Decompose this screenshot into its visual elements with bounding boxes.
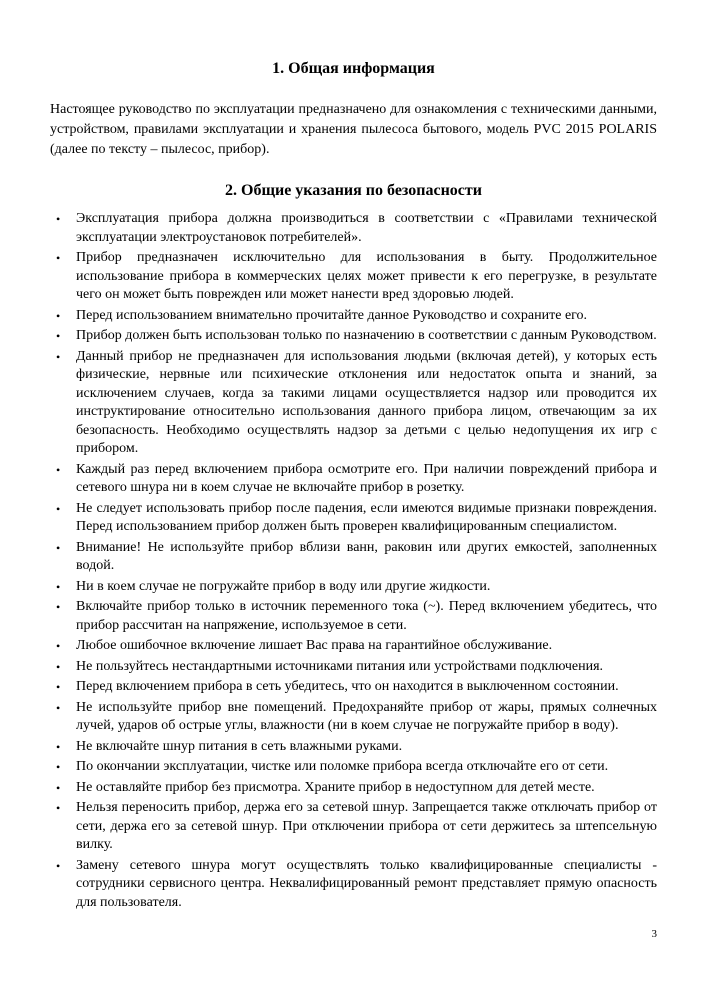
bullet-icon: • <box>56 780 61 795</box>
bullet-icon: • <box>56 349 61 364</box>
bullet-icon: • <box>56 329 61 343</box>
list-item-text: Перед использованием внимательно прочитайте данное Руководство и сохраните его. <box>76 307 588 323</box>
list-item-text: Не оставляйте прибор без присмотра. Храните прибор в недоступном для детей месте. <box>76 779 595 795</box>
list-item <box>50 461 657 498</box>
section-title-general-info: 1. Общая информация <box>272 60 435 77</box>
intro-paragraph: Настоящее руководство по эксплуатации предназначено для ознакомления с техническими данными, устройством, правилами эксплуатации и хранения пылесоса бытового, модель PVC 2015 POLARIS (далее по тексту – пылесос, прибор). <box>50 102 657 157</box>
list-item-text: Перед включением прибора в сеть убедитесь, что он находится в выключенном состоянии. <box>76 679 619 694</box>
list-item-text: Прибор предназначен исключительно для использования в быту. Продолжительное использование прибора в коммерческих целях может привести к его перегрузке, в результате чего он может быть поврежден или может нанести вред здоровью людей. <box>76 250 657 302</box>
bullet-icon: • <box>56 760 61 774</box>
list-item <box>50 249 657 305</box>
section-title-safety: 2. Общие указания по безопасности <box>225 182 482 199</box>
safety-instructions-list <box>50 210 657 914</box>
list-item <box>50 658 657 677</box>
bullet-icon: • <box>56 501 61 516</box>
list-item <box>50 500 657 537</box>
list-item-text: Внимание! Не используйте прибор вблизи ванн, раковин или других емкостей, заполненных водой. <box>76 539 657 573</box>
list-item <box>50 539 657 576</box>
list-item-text: Каждый раз перед включением прибора осмотрите его. При наличии повреждений прибора и сетевого шнура ни в коем случае не включайте прибор в розетку. <box>76 461 657 495</box>
list-item <box>50 348 657 459</box>
bullet-icon: • <box>56 739 61 754</box>
page-number: 3 <box>651 928 657 940</box>
bullet-icon: • <box>56 212 61 226</box>
list-item-text: Нельзя переносить прибор, держа его за сетевой шнур. Запрещается также отключать прибор от сети, держа его за сетевой шнур. При отключении прибора от сети держитесь за штепсельную вилку. <box>76 800 657 852</box>
list-item <box>50 758 657 777</box>
list-item-text: Прибор должен быть использован только по назначению в соответствии с данным Руководством. <box>76 328 657 343</box>
list-item-text: Включайте прибор только в источник переменного тока (~). Перед включением убедитесь, что прибор рассчитан на напряжение, используемое в сети. <box>76 599 657 633</box>
bullet-icon: • <box>56 540 61 555</box>
list-item-text: Эксплуатация прибора должна производиться в соответствии с «Правилами технической эксплуатации электроустановок потребителей». <box>76 211 657 245</box>
list-item <box>50 307 657 326</box>
bullet-icon: • <box>56 659 61 674</box>
list-item-text: Не используйте прибор вне помещений. Предохраняйте прибор от жары, прямых солнечных лучей, ударов об острые углы, влажности (ни в коем случае не погружайте прибор в воду). <box>76 699 657 733</box>
list-item <box>50 857 657 913</box>
bullet-icon: • <box>56 801 61 815</box>
bullet-icon: • <box>56 680 61 694</box>
list-item-text: Не следует использовать прибор после падения, если имеются видимые признаки повреждения. Перед использованием прибор должен быть проверен квалифицированным специалистом. <box>76 500 657 534</box>
list-item <box>50 799 657 855</box>
bullet-icon: • <box>56 700 61 715</box>
list-item <box>50 578 657 597</box>
list-item <box>50 598 657 635</box>
list-item <box>50 327 657 346</box>
list-item-text: Ни в коем случае не погружайте прибор в воду или другие жидкости. <box>76 578 491 594</box>
bullet-icon: • <box>56 462 61 477</box>
list-item-text: Данный прибор не предназначен для использования людьми (включая детей), у которых есть физические, нервные или психические отклонения или недостаток опыта и знаний, за исключением случаев, когда за такими лицами осуществляется надзор или проводится их инструктирование относительно использования данного прибора лицом, отвечающим за их безопасность. Необходимо осуществлять надзор за детьми с целью недопущения их игр с прибором. <box>76 348 657 456</box>
bullet-icon: • <box>56 639 61 653</box>
list-item-text: Любое ошибочное включение лишает Вас права на гарантийное обслуживание. <box>76 638 553 653</box>
list-item <box>50 738 657 757</box>
bullet-icon: • <box>56 251 61 265</box>
bullet-icon: • <box>56 600 61 614</box>
list-item-text: Не пользуйтесь нестандартными источниками питания или устройствами подключения. <box>76 658 604 674</box>
list-item <box>50 678 657 697</box>
bullet-icon: • <box>56 579 61 594</box>
list-item <box>50 210 657 247</box>
bullet-icon: • <box>56 308 61 323</box>
list-item <box>50 699 657 736</box>
list-item-text: Замену сетевого шнура могут осуществлять только квалифицированные специалисты - сотрудники сервисного центра. Неквалифицированный ремонт представляет прямую опасность для пользователя. <box>76 857 657 910</box>
list-item <box>50 779 657 798</box>
list-item-text: По окончании эксплуатации, чистке или поломке прибора всегда отключайте его от сети. <box>76 759 609 774</box>
bullet-icon: • <box>56 858 61 873</box>
list-item-text: Не включайте шнур питания в сеть влажными руками. <box>76 738 403 754</box>
list-item <box>50 637 657 656</box>
